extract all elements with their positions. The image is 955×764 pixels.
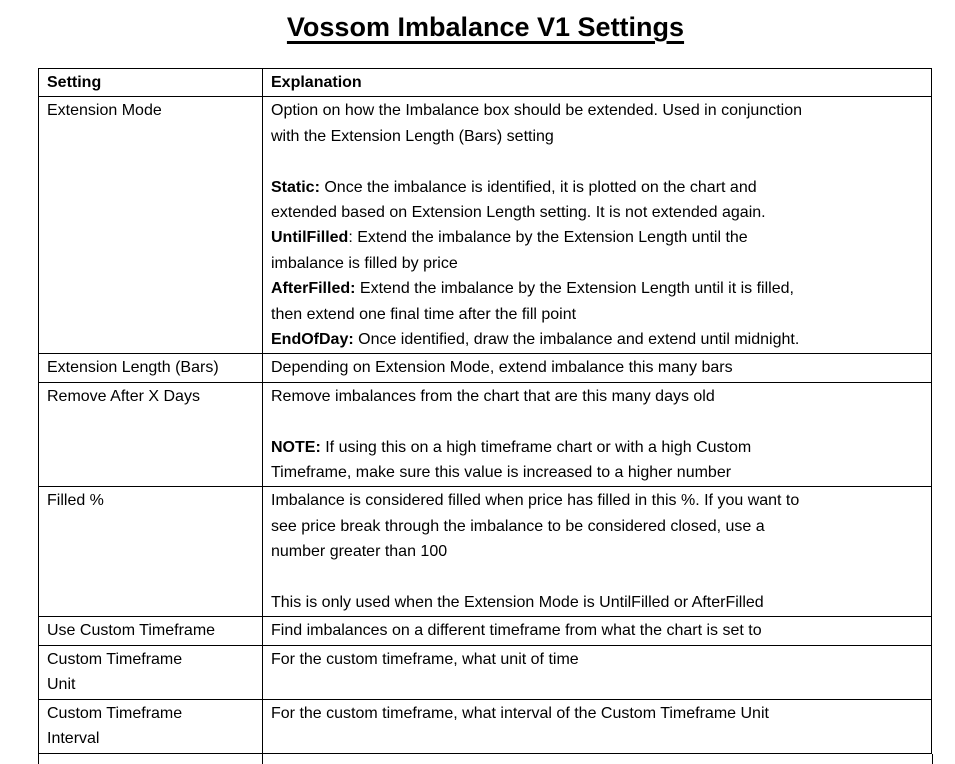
explanation-cell [263,699,932,753]
text-line: Filled % [47,492,104,510]
explanation-cell [263,617,932,645]
text-line: Custom Timeframe [47,704,183,722]
table-row [39,97,932,354]
text-line [271,565,923,590]
text-line: extended based on Extension Length setting. It is not extended again. [271,204,766,222]
explanation-cell [263,487,932,617]
text-line: For the custom timeframe, what unit of time [271,650,579,668]
cutoff-right-border [932,754,933,764]
explanation-cell [263,382,932,487]
text-line: with the Extension Length (Bars) setting [271,127,554,145]
settings-table [38,68,932,754]
explanation-cell [263,97,932,354]
text-line: Remove After X Days [47,387,200,405]
setting-cell [39,97,263,354]
text-line: NOTE: If using this on a high timeframe chart or with a high Custom [271,438,752,456]
setting-cell [39,354,263,382]
column-header-explanation: Explanation [263,69,932,97]
table-header-row [39,69,932,97]
text-line: Find imbalances on a different timeframe from what the chart is set to [271,622,762,640]
text-line: EndOfDay: Once identified, draw the imbalance and extend until midnight. [271,331,800,349]
text-line: Depending on Extension Mode, extend imbalance this many bars [271,359,733,377]
text-line: then extend one final time after the fill point [271,305,577,323]
text-line: imbalance is filled by price [271,254,458,272]
table-row [39,699,932,753]
setting-cell [39,487,263,617]
text-line: This is only used when the Extension Mode is UntilFilled or AfterFilled [271,594,764,612]
text-line: Extension Mode [47,102,162,120]
text-line: Custom Timeframe [47,650,183,668]
cutoff-next-row-border [38,754,932,764]
text-line: Unit [47,676,76,694]
settings-table-container [38,68,933,764]
text-line: Option on how the Imbalance box should be extended. Used in conjunction [271,102,803,120]
table-row [39,645,932,699]
table-row [39,354,932,382]
cutoff-column-divider [262,754,263,764]
text-line: AfterFilled: Extend the imbalance by the Extension Length until it is filled, [271,280,794,298]
text-line: UntilFilled: Extend the imbalance by the Extension Length until the [271,229,748,247]
text-line: Imbalance is considered filled when price has filled in this %. If you want to [271,492,800,510]
setting-cell [39,382,263,487]
text-line: Remove imbalances from the chart that are this many days old [271,387,715,405]
table-row [39,487,932,617]
table-row [39,382,932,487]
text-line: Static: Once the imbalance is identified, it is plotted on the chart and [271,178,757,196]
text-line: Interval [47,730,100,748]
text-line: Extension Length (Bars) [47,359,219,377]
table-row [39,617,932,645]
column-header-setting: Setting [39,69,263,97]
text-line: Timeframe, make sure this value is increased to a higher number [271,464,732,482]
explanation-cell [263,645,932,699]
explanation-cell [263,354,932,382]
text-line: number greater than 100 [271,543,448,561]
page-title: Vossom Imbalance V1 Settings [286,12,685,42]
text-line: For the custom timeframe, what interval of the Custom Timeframe Unit [271,704,769,722]
text-line: see price break through the imbalance to be considered closed, use a [271,517,765,535]
text-line [271,409,923,434]
text-line [271,149,923,174]
setting-cell [39,617,263,645]
text-line: Use Custom Timeframe [47,622,216,640]
setting-cell [39,699,263,753]
setting-cell [39,645,263,699]
